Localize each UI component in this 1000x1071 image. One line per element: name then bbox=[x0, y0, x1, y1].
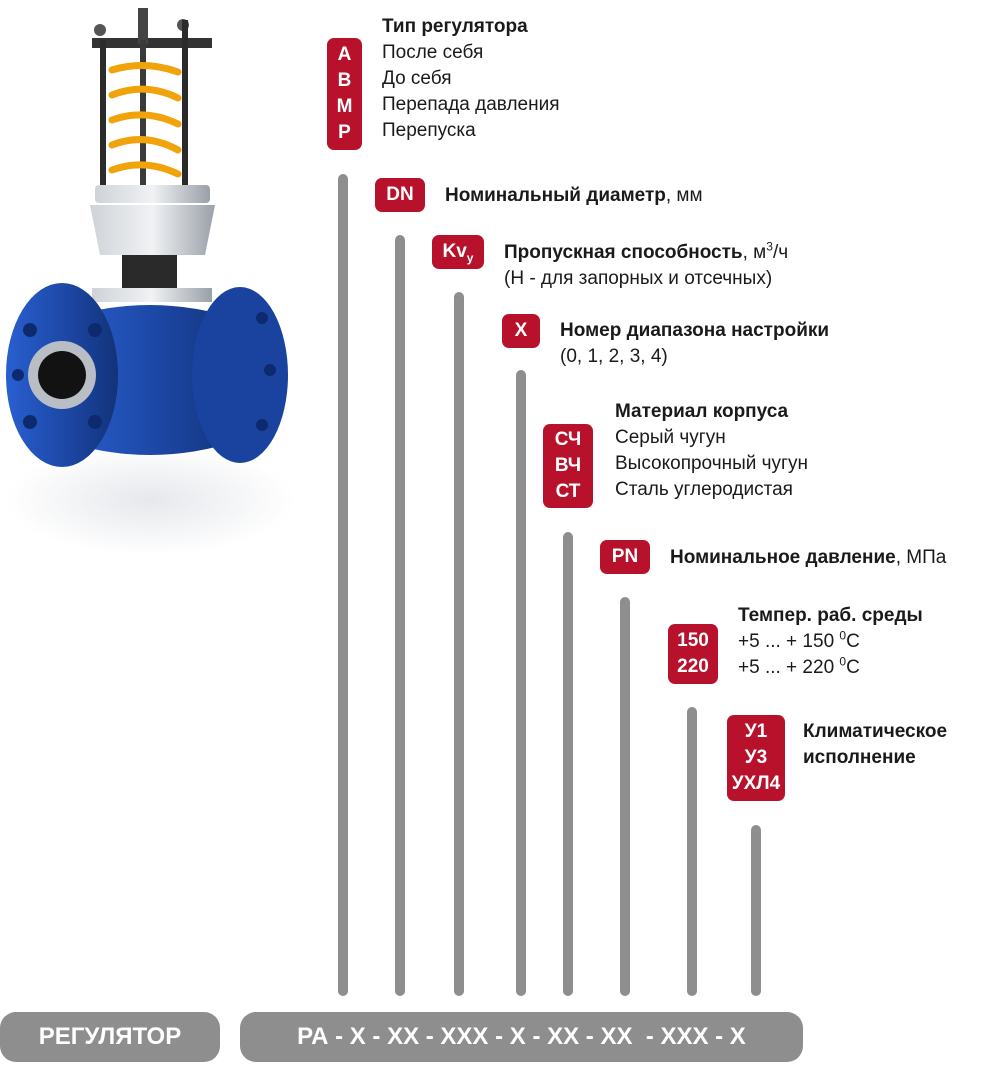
temp-codes-badge bbox=[668, 624, 718, 684]
temp-block bbox=[738, 603, 923, 681]
pn-block bbox=[670, 545, 946, 571]
type-code: А bbox=[337, 44, 352, 65]
regulator-label: РЕГУЛЯТОР bbox=[0, 1012, 220, 1062]
kv-badge bbox=[432, 235, 484, 269]
bar-kv bbox=[454, 292, 464, 996]
material-line: Серый чугун bbox=[615, 427, 726, 448]
type-line: Перепада давления bbox=[382, 94, 560, 115]
type-code: В bbox=[337, 70, 352, 91]
kv-title: Пропускная способность bbox=[504, 242, 743, 263]
type-code: Р bbox=[338, 122, 351, 143]
climate-title: Климатическое bbox=[803, 721, 948, 742]
pn-unit: , МПа bbox=[895, 547, 947, 568]
range-note: (0, 1, 2, 3, 4) bbox=[560, 346, 668, 367]
type-codes-badge bbox=[327, 38, 362, 150]
type-block bbox=[382, 14, 560, 144]
climate-code: У1 bbox=[744, 721, 768, 742]
kv-note: (Н - для запорных и отсечных) bbox=[504, 268, 773, 289]
material-title: Материал корпуса bbox=[615, 401, 789, 422]
material-code: СТ bbox=[555, 481, 581, 502]
dn-code: DN bbox=[386, 184, 414, 205]
material-line: Высокопрочный чугун bbox=[615, 453, 808, 474]
range-badge bbox=[502, 314, 540, 348]
range-block bbox=[560, 318, 829, 370]
material-code: ВЧ bbox=[554, 455, 582, 476]
valve-image bbox=[0, 0, 300, 560]
bar-dn bbox=[395, 235, 405, 996]
type-code: М bbox=[336, 96, 353, 117]
dn-unit: , мм bbox=[665, 185, 703, 206]
dn-block bbox=[445, 183, 703, 209]
climate-block bbox=[803, 719, 947, 771]
bar-temp bbox=[687, 707, 697, 996]
climate-code: УХЛ4 bbox=[731, 773, 781, 794]
bar-range bbox=[516, 370, 526, 996]
pn-title: Номинальное давление bbox=[670, 547, 896, 568]
kv-code: $Kv_у$ bbox=[442, 241, 474, 265]
range-title: Номер диапазона настройки bbox=[560, 320, 830, 341]
temp-line: +5 ... + 220 $^0$С bbox=[738, 654, 860, 678]
bar-type bbox=[338, 174, 348, 996]
material-line: Сталь углеродистая bbox=[615, 479, 793, 500]
climate-code: У3 bbox=[744, 747, 768, 768]
type-title: Тип регулятора bbox=[382, 16, 528, 37]
temp-title: Темпер. раб. среды bbox=[738, 605, 923, 626]
temp-line: +5 ... + 150 $^0$С bbox=[738, 628, 860, 652]
material-block bbox=[615, 399, 808, 503]
kv-unit: , м bbox=[742, 242, 767, 263]
bar-climate bbox=[751, 825, 761, 996]
kv-block: Пропускная способность, $м^3/ч$ (Н - для запорных и отсечных) bbox=[504, 240, 788, 292]
type-line: Перепуска bbox=[382, 120, 476, 141]
designation-code: РА - Х - ХХ - ХХХ - Х - ХХ - ХХ - ХХХ - Х bbox=[240, 1012, 803, 1062]
bar-pn bbox=[620, 597, 630, 996]
bar-material bbox=[563, 532, 573, 996]
type-line: До себя bbox=[382, 68, 452, 89]
pn-badge bbox=[600, 540, 650, 574]
temp-code: 220 bbox=[677, 656, 709, 677]
pn-code: PN bbox=[611, 546, 639, 567]
material-codes-badge bbox=[543, 424, 593, 508]
material-code: СЧ bbox=[554, 429, 582, 450]
range-code: Х bbox=[514, 320, 528, 341]
dn-title: Номинальный диаметр bbox=[445, 185, 666, 206]
type-line: После себя bbox=[382, 42, 484, 63]
temp-code: 150 bbox=[677, 630, 709, 651]
climate-codes-badge bbox=[727, 715, 785, 801]
climate-title: исполнение bbox=[803, 747, 916, 768]
dn-badge bbox=[375, 178, 425, 212]
